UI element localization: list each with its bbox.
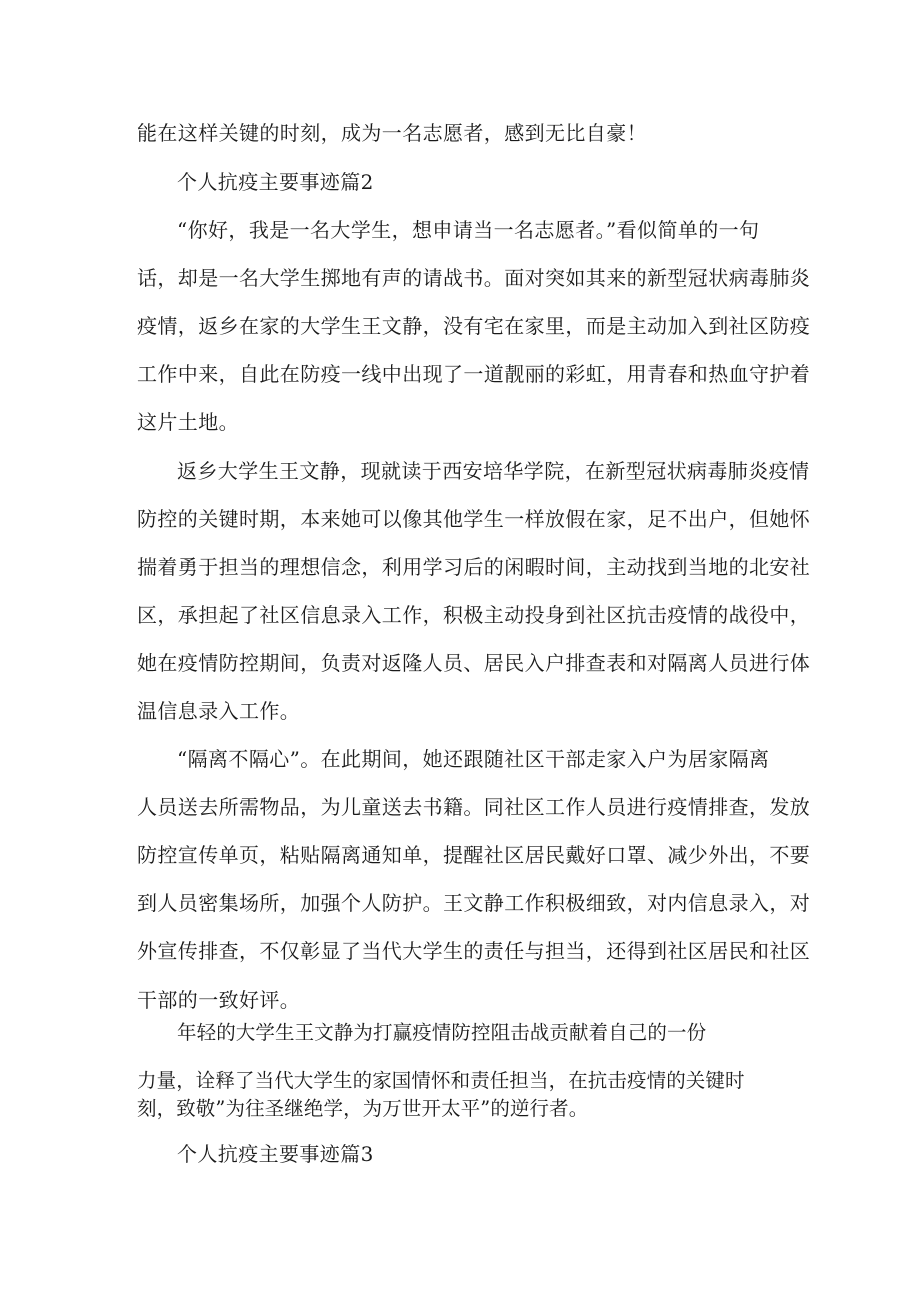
text-line: “隔离不隔心”。在此期间，她还跟随社区干部走家入户为居家隔离: [177, 747, 770, 771]
text-line: 返乡大学生王文静，现就读于西安培华学院，在新型冠状病毒肺炎疫情: [177, 459, 810, 483]
text-line: 刻，致敬”为往圣继绝学，为万世开太平”的逆行者。: [137, 1097, 589, 1120]
text-line: 温信息录入工作。: [137, 699, 301, 723]
text-line: 外宣传排查，不仅彰显了当代大学生的责任与担当，还得到社区居民和社区: [137, 939, 811, 963]
section-heading: 个人抗疫主要事迹篇3: [177, 1142, 374, 1166]
text-line: 人员送去所需物品，为儿童送去书籍。同社区工作人员进行疫情排查，发放: [137, 795, 811, 819]
text-line: 话，却是一名大学生掷地有声的请战书。面对突如其来的新型冠状病毒肺炎: [137, 266, 811, 290]
text-line: 区，承担起了社区信息录入工作，积极主动投身到社区抗击疫情的战役中，: [137, 603, 811, 627]
text-line: 这片土地。: [137, 410, 239, 434]
text-line: “你好，我是一名大学生，想申请当一名志愿者。”看似简单的一句: [177, 218, 760, 242]
text-line: 防控的关键时期，本来她可以像其他学生一样放假在家，足不出户，但她怀: [137, 507, 811, 531]
text-line: 她在疫情防控期间，负责对返隆人员、居民入户排查表和对隔离人员进行体: [137, 651, 811, 675]
section-heading: 个人抗疫主要事迹篇2: [177, 170, 374, 194]
text-line: 年轻的大学生王文静为打赢疫情防控阻击战贡献着自己的一份: [177, 1021, 707, 1044]
text-line: 力量，诠释了当代大学生的家国情怀和责任担当，在抗击疫情的关键时: [137, 1069, 745, 1092]
text-line: 工作中来，自此在防疫一线中出现了一道靓丽的彩虹，用青春和热血守护着: [137, 362, 811, 386]
text-line: 防控宣传单页，粘贴隔离通知单，提醒社区居民戴好口罩、减少外出，不要: [137, 843, 811, 867]
text-line: 疫情，返乡在家的大学生王文静，没有宅在家里，而是主动加入到社区防疫: [137, 314, 811, 338]
text-line: 揣着勇于担当的理想信念，利用学习后的闲暇时间，主动找到当地的北安社: [137, 555, 811, 579]
text-line: 能在这样关键的时刻，成为一名志愿者，感到无比自豪！: [137, 121, 647, 145]
text-line: 到人员密集场所，加强个人防护。王文静工作积极细致，对内信息录入，对: [137, 891, 811, 915]
text-line: 干部的一致好评。: [137, 988, 301, 1012]
